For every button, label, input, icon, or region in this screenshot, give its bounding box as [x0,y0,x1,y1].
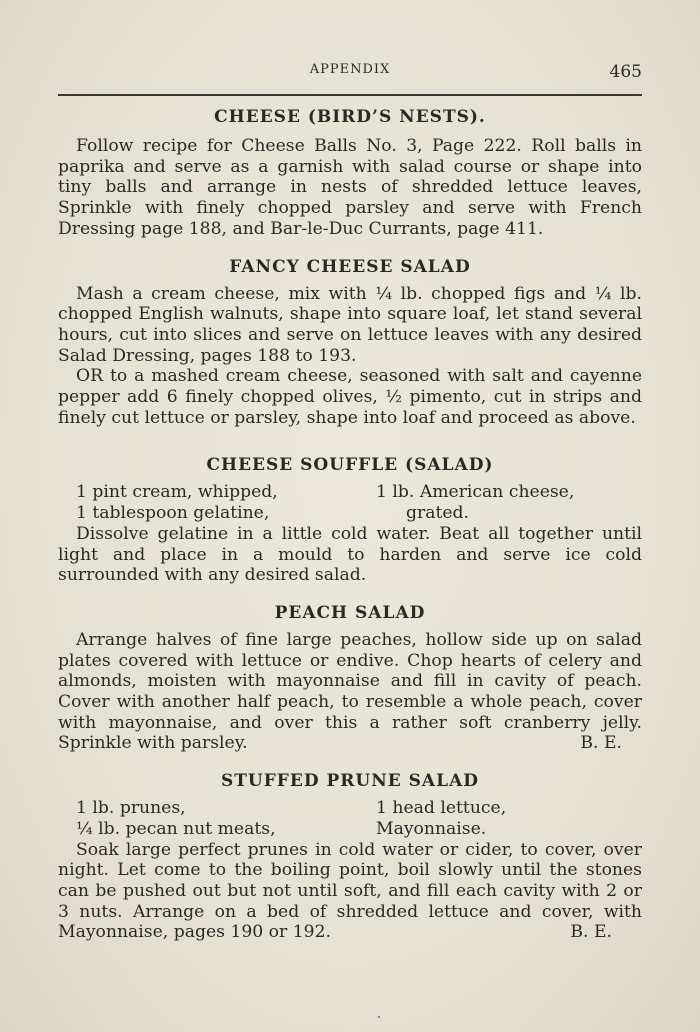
ingredient-item: ¼ lb. pecan nut meats, [76,818,276,839]
ingredient-column-right [358,482,642,523]
ingredient-item: 1 tablespoon gelatine, [76,503,270,524]
author-initials: B. E. [570,922,612,943]
recipe-body-block [58,840,642,944]
ingredient-item: Mayonnaise. [376,818,487,839]
recipe-body: Dissolve gelatine in a little cold water. Beat all together until light and place in a mould to harden and serve ice cold surrounded with any desired salad. [58,523,642,586]
ingredient-column-left [58,798,358,839]
recipe-title-stuffed-prune-salad: STUFFED PRUNE SALAD [220,771,479,792]
recipe-title-fancy-cheese-salad: FANCY CHEESE SALAD [229,256,471,277]
recipe-variation: OR to a mashed cream cheese, seasoned with salt and cayenne pepper add 6 finely chopped olives, ½ pimento, cut in strips and finely cut lettuce or parsley, shape into loaf and proceed as above. [58,366,642,428]
ingredient-list [58,482,642,523]
ingredient-item: 1 lb. prunes, [76,798,186,819]
ingredient-item: grated. [406,503,470,524]
recipe-body: Follow recipe for Cheese Balls No. 3, Page 222. Roll balls in paprika and serve as a garnish with salad course or shape into tiny balls and arrange in nests of shredded lettuce leaves, Sprinkle with finely chopped parsley and serve with French Dressing page 188, and Bar-le-Duc Currants, page 411. [58,136,642,239]
recipe-title-cheese-birds-nests: CHEESE (BIRD’S NESTS). [214,107,486,127]
ingredient-item: 1 pint cream, whipped, [76,482,278,503]
ingredient-list [58,798,642,839]
ingredient-item: 1 head lettuce, [376,798,507,819]
recipe-title-cheese-souffle: CHEESE SOUFFLE (SALAD) [206,455,494,476]
page-number: 465 [609,62,642,82]
recipe-body: Mash a cream cheese, mix with ¼ lb. chopped figs and ¼ lb. chopped English walnuts, shape into square loaf, let stand several hours, cut into slices and serve on lettuce leaves with any desired Salad Dressing, pages 188 to 193. [58,283,642,366]
running-head-title: APPENDIX [309,62,391,77]
recipe-body: Arrange halves of fine large peaches, hollow side up on salad plates covered with lettuce or endive. Chop hearts of celery and almonds, moisten with mayonnaise and fill in cavity of peach. Cover with another half peach, to resemble a whole peach, cover with mayonnaise, and over this a rather soft cranberry jelly. Sprinkle with parsley. [58,629,642,754]
ingredient-column-right [358,798,642,839]
recipe-body: Soak large perfect prunes in cold water or cider, to cover, over night. Let come to the boiling point, boil slowly until the stones can be pushed out but not until soft, and fill each cavity with 2 or 3 nuts. Arrange on a bed of shredded lettuce and cover, with Mayonnaise, pages 190 or 192. [58,839,642,943]
paper-speck [378,1016,380,1018]
ingredient-column-left [58,482,358,523]
recipe-body-block [58,630,642,754]
running-head [58,58,642,96]
page-content [58,100,642,943]
ingredient-item: 1 lb. American cheese, [376,482,575,503]
recipe-title-peach-salad: PEACH SALAD [274,602,426,623]
author-initials: B. E. [580,733,622,754]
